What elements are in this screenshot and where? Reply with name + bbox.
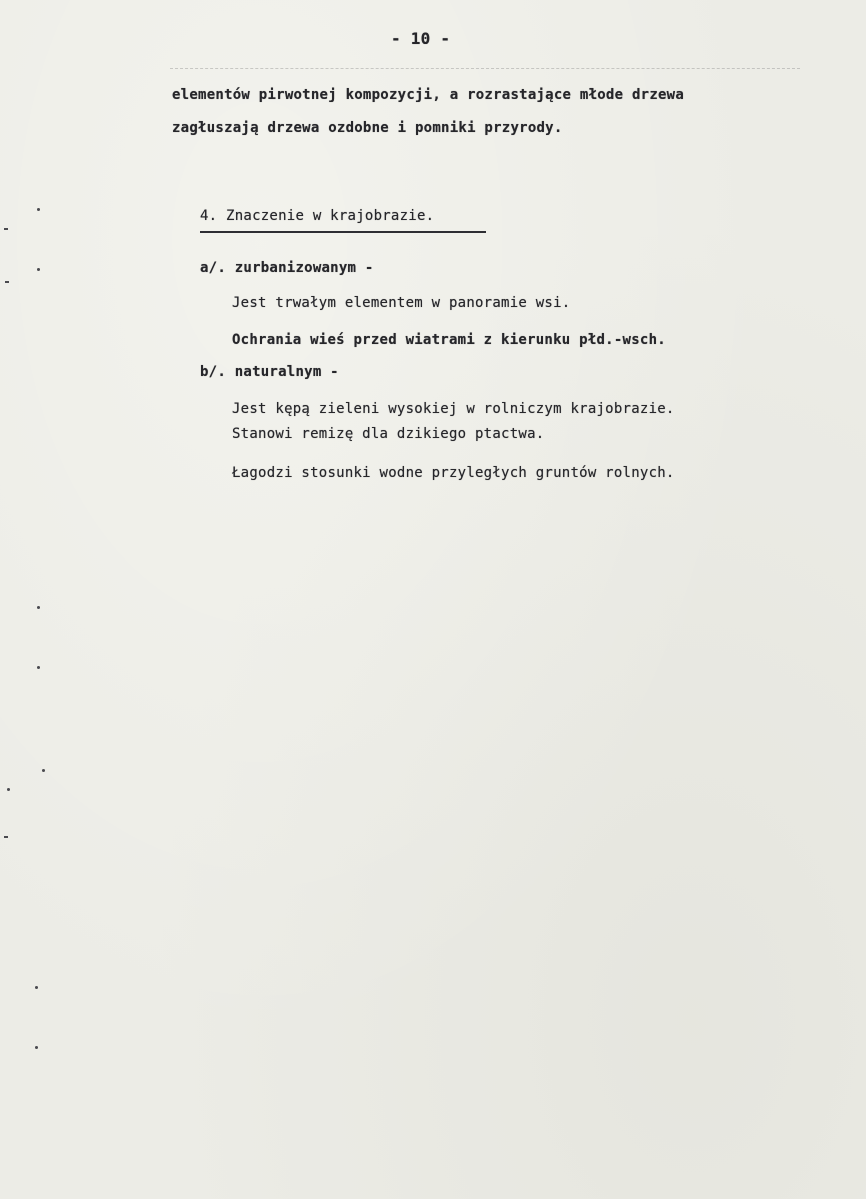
item-a-line-2: Ochrania wieś przed wiatrami z kierunku płd.-wsch. bbox=[232, 332, 666, 348]
section-heading: 4. Znaczenie w krajobrazie. bbox=[200, 208, 435, 224]
margin-mark bbox=[37, 268, 40, 271]
item-b-label: b/. naturalnym - bbox=[200, 364, 339, 380]
margin-mark bbox=[5, 281, 9, 283]
margin-mark bbox=[42, 769, 45, 772]
margin-mark bbox=[7, 788, 10, 791]
intro-line-2: zagłuszają drzewa ozdobne i pomniki przyrody. bbox=[172, 120, 563, 136]
margin-mark bbox=[4, 836, 8, 838]
item-b-line-1: Jest kępą zieleni wysokiej w rolniczym krajobrazie. bbox=[232, 401, 675, 417]
item-a-line-1: Jest trwałym elementem w panoramie wsi. bbox=[232, 295, 571, 311]
margin-mark bbox=[35, 986, 38, 989]
item-b-line-2: Stanowi remizę dla dzikiego ptactwa. bbox=[232, 426, 545, 442]
intro-line-1: elementów pirwotnej kompozycji, a rozrastające młode drzewa bbox=[172, 87, 685, 103]
item-a-label: a/. zurbanizowanym - bbox=[200, 260, 374, 276]
margin-mark bbox=[35, 1046, 38, 1049]
margin-mark bbox=[37, 208, 40, 211]
margin-mark bbox=[4, 228, 8, 230]
margin-mark bbox=[37, 606, 40, 609]
item-b-line-3: Łagodzi stosunki wodne przyległych gruntów rolnych. bbox=[232, 465, 675, 481]
page-number: - 10 - bbox=[391, 29, 451, 48]
section-heading-underline bbox=[200, 231, 486, 233]
faint-rule bbox=[170, 68, 800, 69]
margin-mark bbox=[37, 666, 40, 669]
